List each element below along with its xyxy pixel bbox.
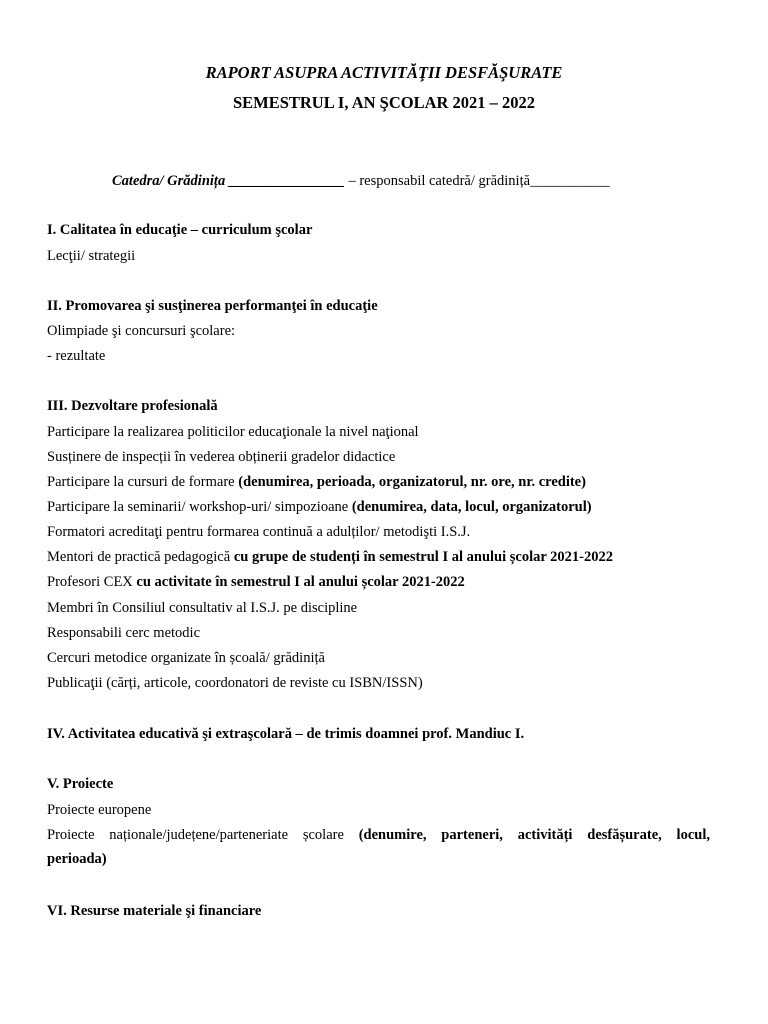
section-2-heading: II. Promovarea şi susţinerea performanţei în educaţie (47, 298, 378, 314)
section-3-item: Profesori CEX cu activitate în semestrul I al anului școlar 2021-2022 (47, 574, 465, 590)
section-3-item: Membri în Consiliul consultativ al I.S.J. pe discipline (47, 600, 358, 616)
section-3-item: Participare la seminarii/ workshop-uri/ simpozioane (denumirea, data, locul, organizatorul) (47, 499, 592, 515)
section-2-item: - rezultate (47, 348, 106, 364)
section-4-heading: IV. Activitatea educativă şi extraşcolară – de trimis doamnei prof. Mandiuc I. (47, 726, 525, 742)
catedra-label: Catedra/ Grădinița ________________ (112, 173, 345, 189)
section-3-item: Participare la realizarea politicilor educaţionale la nivel naţional (47, 424, 419, 440)
section-3-item: Responsabili cerc metodic (47, 625, 201, 641)
section-5-heading: V. Proiecte (47, 776, 114, 792)
section-3-item: Publicaţii (cărți, articole, coordonatori de reviste cu ISBN/ISSN) (47, 675, 423, 691)
section-3-item: Participare la cursuri de formare (denumirea, perioada, organizatorul, nr. ore, nr. credite) (47, 474, 586, 490)
section-5-item-continuation: perioada) (47, 851, 107, 867)
section-3-item: Cercuri metodice organizate în școală/ grădiniță (47, 650, 325, 666)
section-6-heading: VI. Resurse materiale şi financiare (47, 903, 262, 919)
catedra-responsabil: – responsabil catedră/ grădiniță___________ (344, 173, 610, 189)
section-3-item: Mentori de practică pedagogică cu grupe de studenți în semestrul I al anului școlar 2021-2022 (47, 549, 613, 565)
report-subtitle: SEMESTRUL I, AN ŞCOLAR 2021 – 2022 (232, 93, 536, 112)
section-1-item: Lecţii/ strategii (47, 248, 136, 264)
section-5-item: Proiecte naționale/județene/parteneriate școlare (denumire, parteneri, activități desfășurate, locul, (47, 827, 710, 843)
section-3-item: Formatori acreditaţi pentru formarea continuă a adulților/ metodişti I.S.J. (47, 524, 471, 540)
catedra-line (112, 173, 610, 190)
section-1-heading: I. Calitatea în educaţie – curriculum şcolar (47, 222, 313, 238)
section-3-heading: III. Dezvoltare profesională (47, 398, 218, 414)
section-5-item: Proiecte europene (47, 802, 152, 818)
report-title: RAPORT ASUPRA ACTIVITĂŢII DESFĂŞURATE (205, 63, 563, 82)
section-2-item: Olimpiade şi concursuri şcolare: (47, 323, 236, 339)
section-3-item: Susținere de inspecții în vederea obținerii gradelor didactice (47, 449, 396, 465)
